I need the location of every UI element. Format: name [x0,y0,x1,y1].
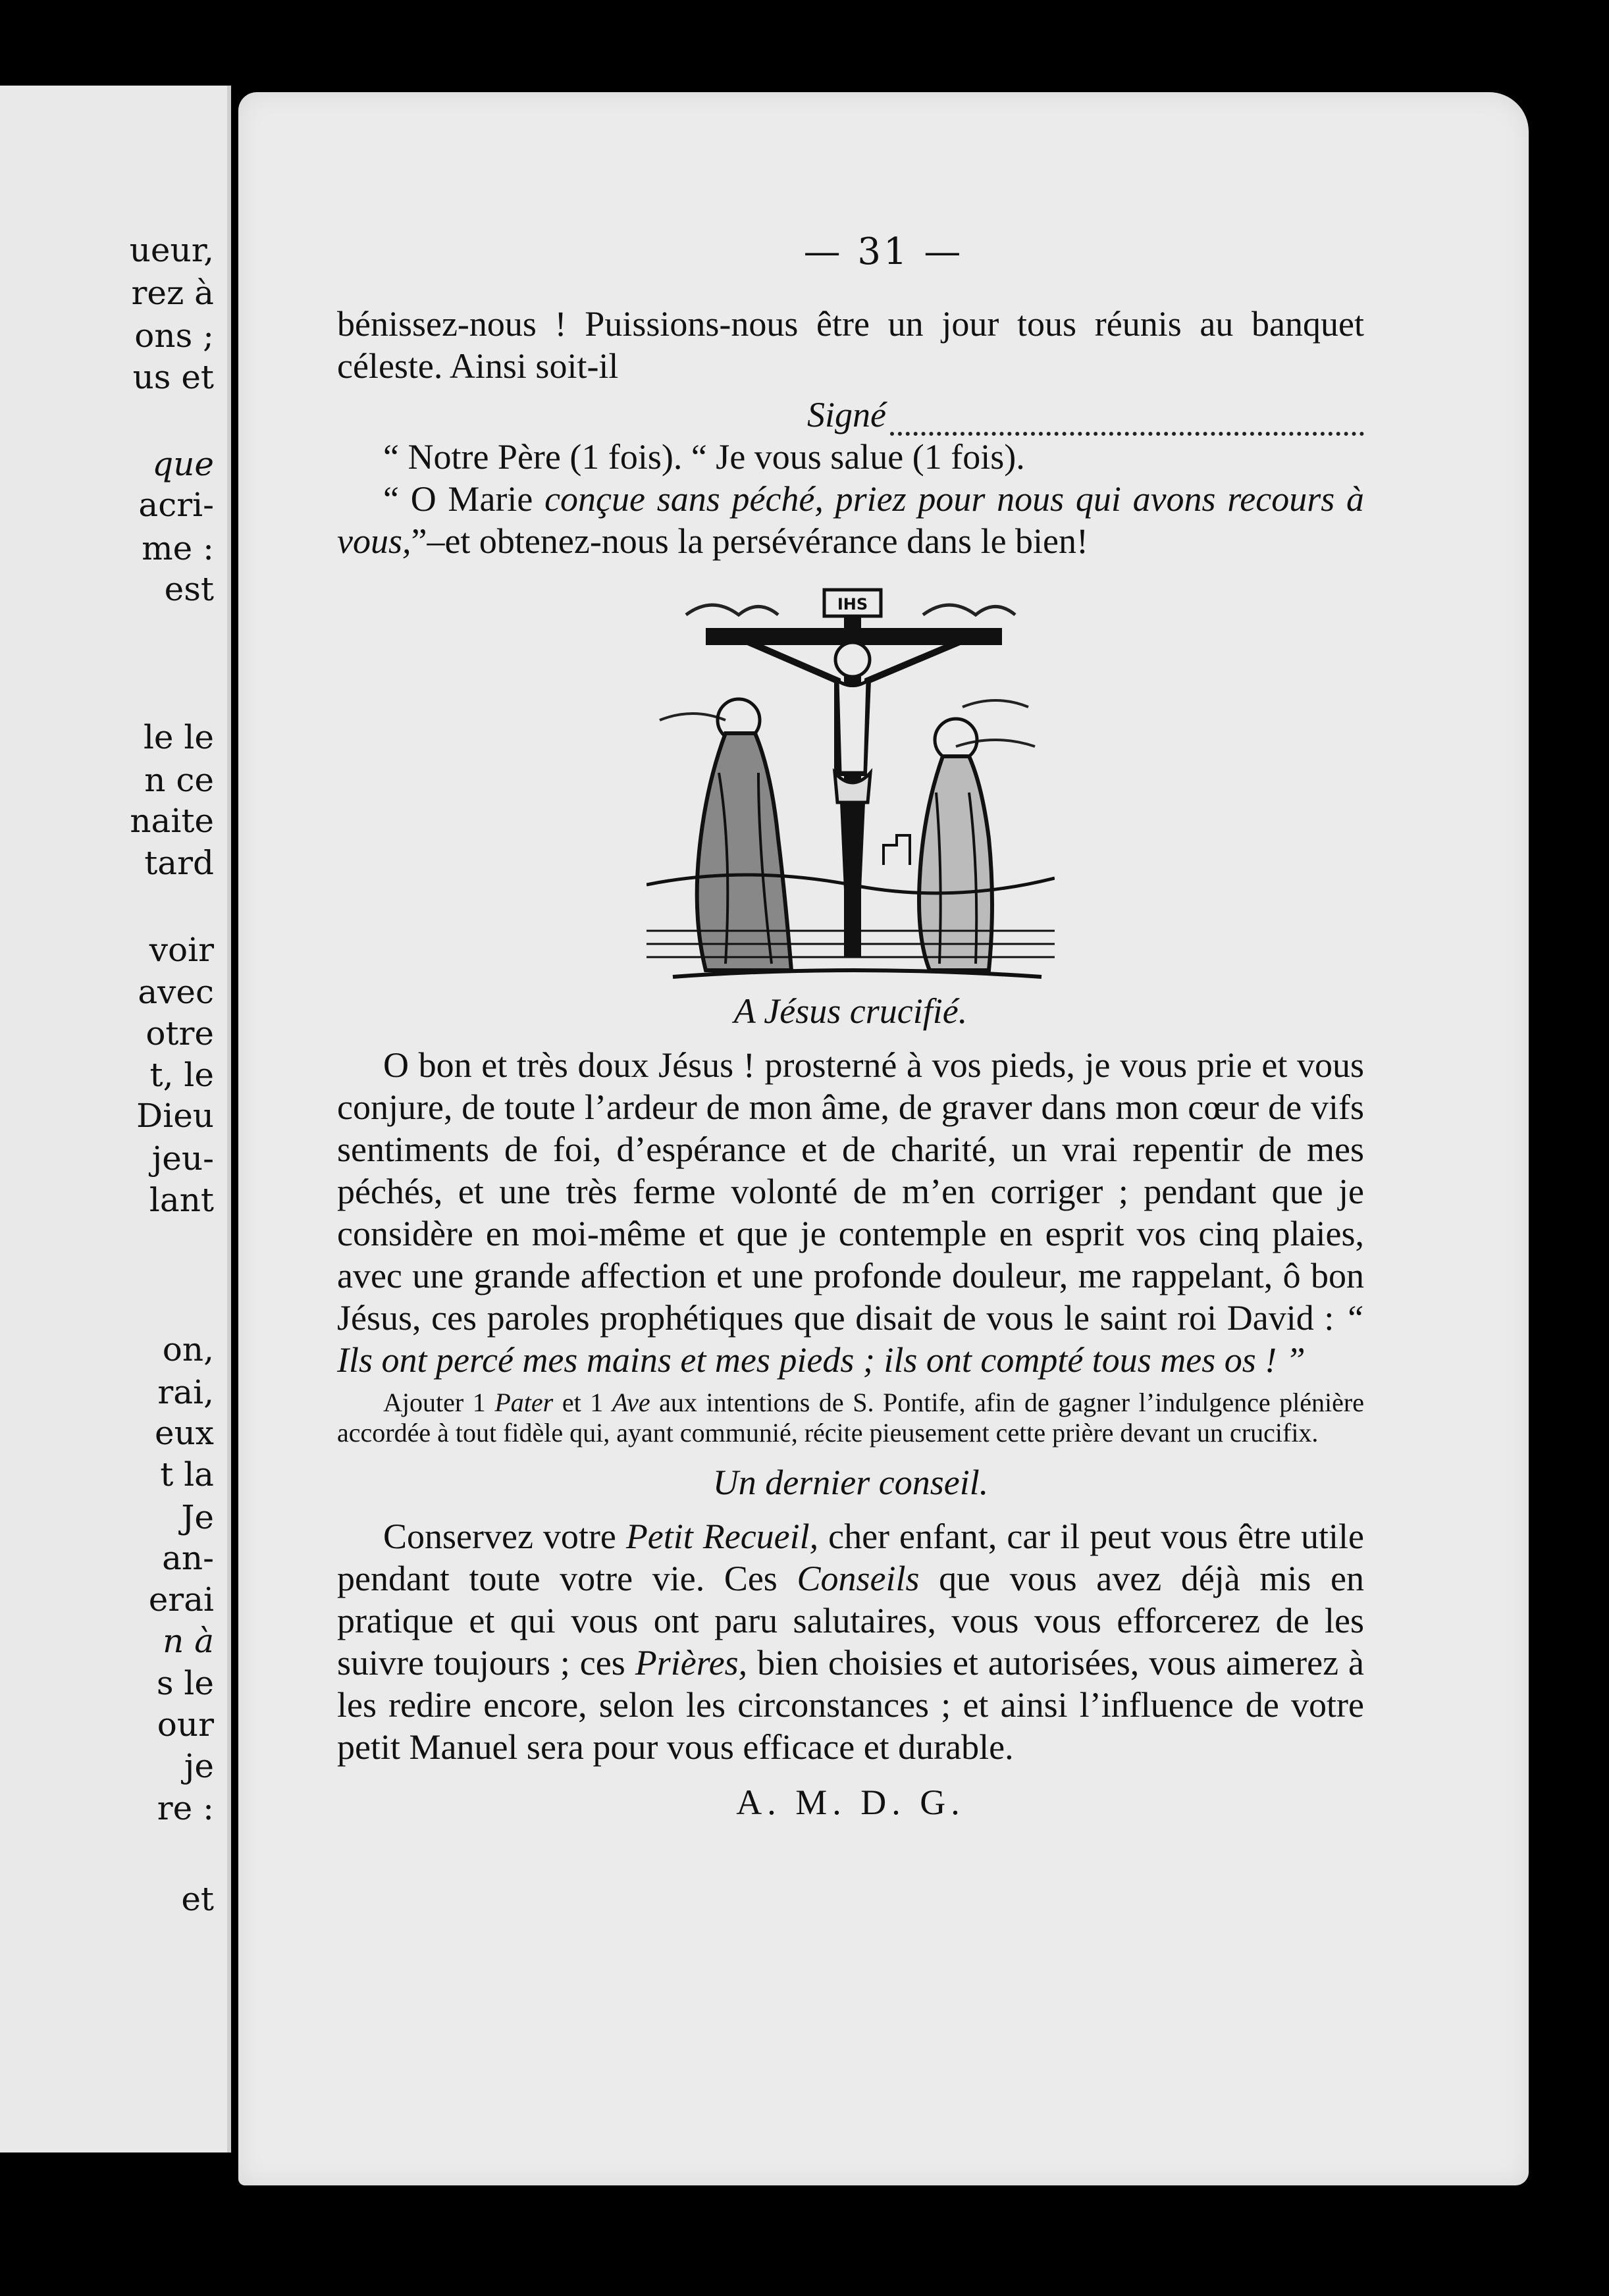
closing-initials: A. M. D. G. [736,1783,965,1822]
crucifixion-image [646,575,1055,983]
left-page-fragment: otre [145,1014,214,1053]
invocation-end: ”–et obtenez-nous la persévérance dans le bien! [411,521,1088,561]
left-page-fragment: voir [149,931,214,969]
left-page-fragment: t, le [149,1056,214,1094]
crucifixion-engraving [337,575,1364,983]
left-page-fragment: rai, [157,1373,214,1411]
left-page-fragment: n à [163,1622,214,1660]
prayer-body: O bon et très doux Jésus ! prosterné à vos pieds, je vous prie et vous conjure, de toute l’ardeur de mon âme, de graver dans mon cœur de vifs sentiments de foi, d’espérance et de charité, un vrai repentir de mes péchés, et une très ferme volonté de m’en corriger ; pendant que je considère en moi-même et que je contemple en esprit vos cinq plaies, avec une grande affection et une profonde douleur, me rappelant, ô bon Jésus, ces paroles prophétiques que disait de vous le saint roi David : [337,1045,1364,1338]
opening-paragraph: bénissez-nous ! Puissions-nous être un jour tous réunis au banquet céleste. Ainsi soit-il [337,304,1364,386]
left-page-fragment: our [157,1706,214,1744]
left-page-fragment: lant [149,1181,214,1219]
left-page-fragment: n ce [144,761,214,799]
left-page-edge [0,86,231,2152]
left-page-fragment: avec [138,973,214,1011]
left-page-fragment: est [164,570,214,608]
left-page-fragment: Je [181,1498,214,1536]
left-page-fragment: me : [142,529,214,567]
final-recueil: Petit Recueil, [625,1517,819,1556]
final-part-2: cher enfant, car il peut vous être utile pendant toute votre vie. Ces [337,1517,1365,1598]
signature-label: Signé [807,395,886,434]
final-part-1: Conservez votre [383,1517,626,1556]
right-page [238,92,1529,2185]
left-page-fragment: naite [130,802,214,840]
left-page-fragment: ons ; [134,317,214,355]
final-part-3: que vous avez déjà mis en pratique et qui vous ont paru salutaires, vous vous efforcerez de les suivre toujours ; ces [337,1559,1364,1683]
left-page-fragment: tard [144,844,214,882]
left-page-fragment: et [181,1880,214,1918]
left-page-fragment: que [152,445,214,483]
left-page-fragment: le le [143,718,214,756]
left-page-fragment: on, [162,1330,214,1369]
note-part-3: aux intentions de S. Pontife, afin de gagner l’indulgence plénière accordée à tout fidèle qui, ayant communié, récite pieusement cette prière devant un crucifix. [337,1388,1365,1448]
note-part-1: Ajouter 1 [383,1388,495,1417]
left-page-fragment: erai [148,1580,214,1619]
page-number: — 31 — [803,230,964,273]
final-conseils: Conseils [797,1559,920,1598]
left-page-fragment: s le [156,1664,214,1702]
left-page-fragment: us et [132,358,214,396]
signature-line [337,394,1364,436]
left-page-fragment: Dieu [136,1097,214,1135]
note-part-2: et 1 [553,1388,612,1417]
titulus-text: IHS [837,595,868,613]
left-page-fragment: eux [155,1414,214,1452]
invocation-italic: conçue sans péché, priez pour nous qui avons recours à vous, [337,479,1364,561]
marian-invocation [337,478,1364,562]
indulgence-note [337,1388,1364,1448]
left-page-fragment: t la [160,1455,214,1494]
left-page-fragment: rez à [131,274,214,312]
final-advice-paragraph [337,1515,1364,1768]
figure-caption: A Jésus crucifié. [733,991,968,1031]
invocation-start: “ O Marie [383,479,545,519]
note-ave: Ave [612,1388,650,1417]
left-page-fragment: jeu- [151,1139,214,1178]
page-content [337,303,1364,1823]
note-pater: Pater [494,1388,554,1417]
section-title: Un dernier conseil. [712,1463,989,1502]
signature-dots [890,405,1364,436]
final-part-4: bien choisies et autorisées, vous aimerez à les redire encore, selon les circonstances ; et ainsi l’influence de votre petit Manuel sera pour vous efficace et durable. [337,1643,1364,1767]
prayer-count-line: “ Notre Père (1 fois). “ Je vous salue (1 fois). [383,437,1025,477]
left-page-fragment: acri- [138,486,214,524]
left-page-fragment: je [184,1747,214,1785]
left-page-fragment: ueur, [129,231,214,269]
final-prieres: Prières, [635,1643,748,1683]
left-page-fragment: re : [157,1789,214,1827]
prayer-quote: “ Ils ont percé mes mains et mes pieds ; ils ont compté tous mes os ! ” [337,1298,1364,1380]
left-page-fragment: an- [162,1539,214,1577]
prayer-to-crucified-jesus [337,1044,1364,1381]
